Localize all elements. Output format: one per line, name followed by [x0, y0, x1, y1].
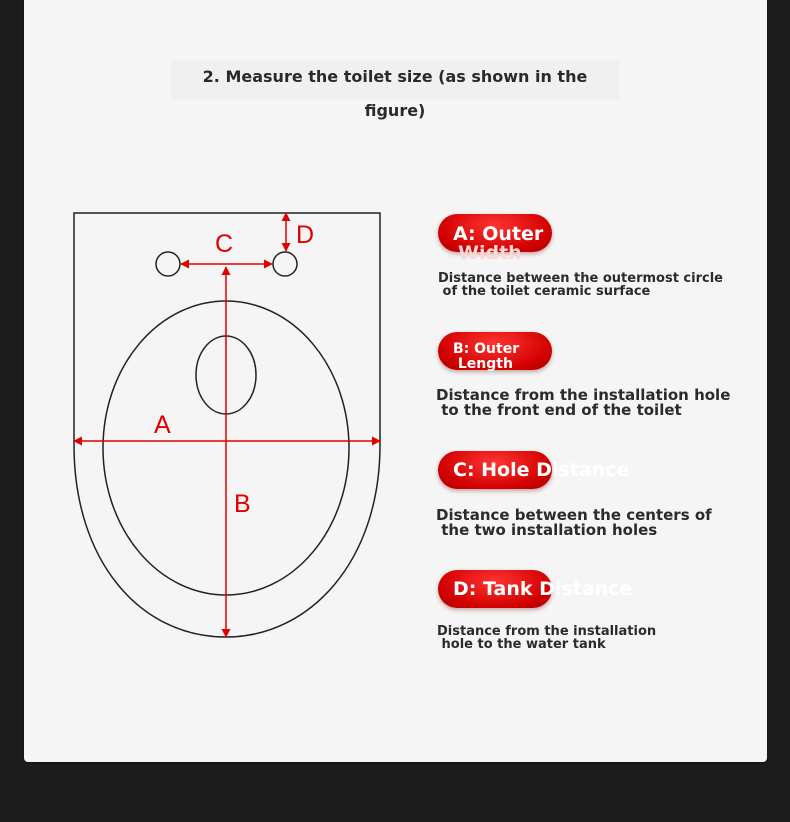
installation-hole-left	[156, 252, 180, 276]
badge-a-label-cont: Width	[458, 242, 522, 264]
installation-hole-right	[273, 252, 297, 276]
badge-c-label: C: Hole Distance	[453, 459, 630, 481]
label-d: D	[296, 221, 315, 249]
label-c: C	[215, 230, 234, 258]
description-b: Distance from the installation hole to the front end of the toilet	[436, 386, 731, 419]
toilet-outline	[74, 213, 380, 637]
badge-b-label: B: Outer	[453, 341, 520, 357]
badge-d-label: D: Tank Distance	[453, 578, 633, 600]
description-d: Distance from the installation hole to the water tank	[437, 624, 657, 652]
description-a: Distance between the outermost circle of the toilet ceramic surface	[438, 271, 723, 299]
badge-b-label-cont: Length	[453, 356, 513, 372]
description-c: Distance between the centers of the two installation holes	[436, 506, 712, 539]
toilet-diagram	[70, 205, 410, 645]
badge-a-label: A: Outer	[453, 223, 544, 245]
label-b: B	[234, 490, 251, 518]
content-card	[24, 0, 767, 762]
page-title: 2. Measure the toilet size (as shown in the figure)	[171, 60, 619, 100]
label-a: A	[154, 411, 171, 439]
